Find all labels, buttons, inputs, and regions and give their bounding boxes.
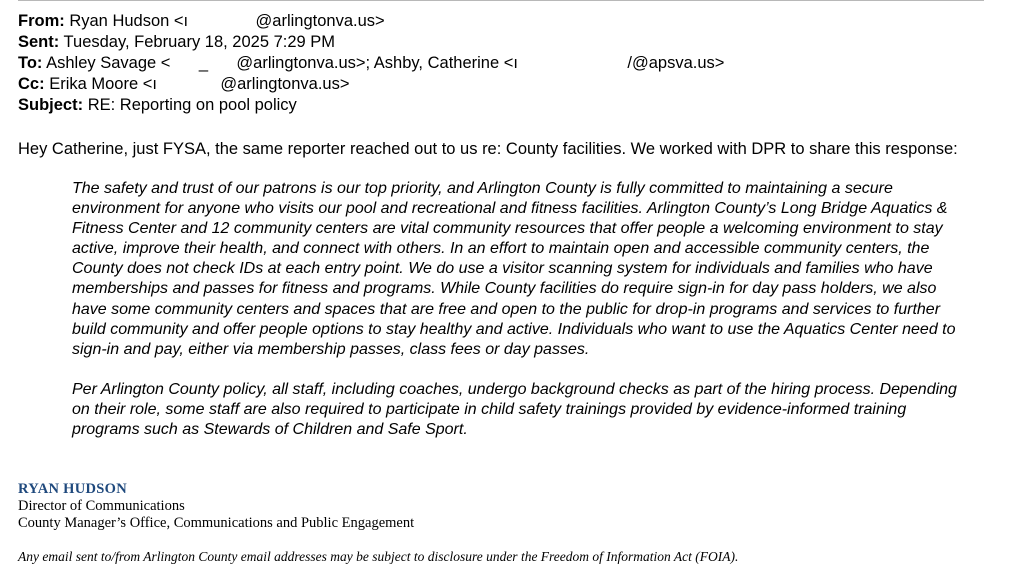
sent-value: Tuesday, February 18, 2025 7:29 PM [63, 33, 336, 51]
cc-domain: @arlingtonva.us> [220, 75, 350, 93]
cc-name: Erika Moore < [49, 75, 153, 93]
to-domain-1: @arlingtonva.us>; Ashby, Catherine < [236, 54, 514, 72]
quote-paragraph-2 [72, 380, 1012, 440]
paragraph-gap [72, 360, 1012, 380]
from-domain: @arlingtonva.us> [255, 12, 385, 30]
quote-line: have some community centers and spaces that are free and open to the public for drop-in programs and services to further [72, 300, 941, 318]
quote-line: programs such as Stewards of Children and Safe Sport. [72, 421, 468, 439]
foia-disclaimer: Any email sent to/from Arlington County email addresses may be subject to disclosure under the Freedom of Information Act (FOIA). [18, 549, 739, 564]
quote-line: active, improve their health, and connect with others. In an effort to maintain open and accessible community centers, the [72, 240, 930, 258]
to-domain-2: @apsva.us> [631, 54, 725, 72]
redacted-address [170, 53, 236, 74]
to-label: To: [18, 54, 43, 72]
sent-label: Sent: [18, 33, 60, 51]
redacted-partial: ı [513, 54, 518, 72]
signature-office: County Manager’s Office, Communications and Public Engagement [18, 515, 415, 531]
subject-label: Subject: [18, 96, 84, 114]
from-label: From: [18, 12, 65, 30]
quote-line: sign-in and pay, either via membership passes, class fees or day passes. [72, 340, 590, 358]
sent-row [18, 32, 724, 53]
quote-line: build community and offer people options to stay healthy and active. Individuals who want to use the Aquatics Center need to [72, 320, 956, 338]
quote-line: Fitness Center and 12 community centers are vital community resources that offer people a welcoming environment to stay [72, 220, 943, 238]
redacted-partial: ı [183, 12, 189, 30]
to-name-1: Ashley Savage < [46, 54, 171, 72]
redacted-address [513, 53, 627, 74]
subject-value: RE: Reporting on pool policy [87, 96, 297, 114]
quoted-response [72, 179, 1012, 440]
quote-line: The safety and trust of our patrons is our top priority, and Arlington County is fully committed to maintaining a secure [72, 180, 893, 197]
quote-line: environment for anyone who visits our pool and recreational and fitness facilities. Arlington County’s Long Bridge Aquatics & [72, 200, 948, 218]
cc-row [18, 74, 724, 95]
signature-name: RYAN HUDSON [18, 481, 128, 497]
quote-line: County does not check IDs at each entry point. We do use a visitor scanning system for individuals and families who have [72, 260, 933, 278]
email-header [18, 11, 724, 116]
quote-line: Per Arlington County policy, all staff, including coaches, undergo background checks as part of the hiring process. Depending [72, 380, 957, 398]
signature-title: Director of Communications [18, 498, 185, 514]
redacted-partial: / [627, 54, 632, 72]
redacted-address [152, 74, 220, 95]
quote-line: memberships and passes for fitness and programs. While County facilities do require sign-in for day pass holders, we also [72, 280, 937, 298]
redacted-partial: _ [198, 54, 209, 72]
quote-paragraph-1 [72, 179, 1012, 360]
message-intro: Hey Catherine, just FYSA, the same reporter reached out to us re: County facilities. We worked with DPR to share this response: [18, 140, 958, 158]
quote-line: on their role, some staff are also required to participate in child safety trainings provided by evidence-informed training [72, 400, 907, 418]
redacted-partial: ı [152, 75, 157, 93]
cc-label: Cc: [18, 75, 45, 93]
from-row [18, 11, 724, 32]
from-name: Ryan Hudson < [69, 12, 184, 30]
subject-row [18, 95, 724, 116]
top-divider [18, 0, 984, 1]
redacted-address [184, 11, 256, 32]
to-row [18, 53, 724, 74]
email-signature [18, 481, 414, 532]
